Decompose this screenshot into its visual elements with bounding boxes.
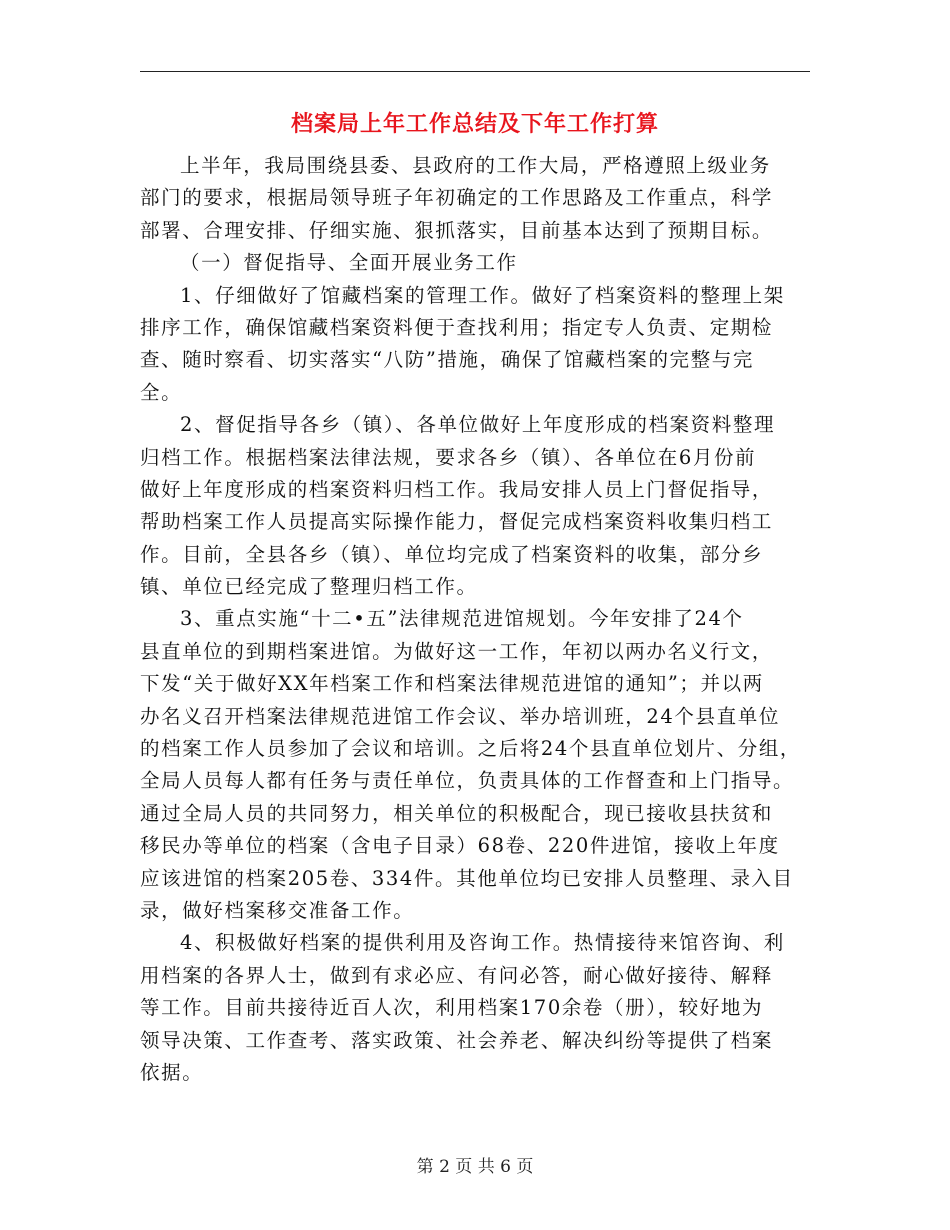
body-line: 排序工作，确保馆藏档案资料便于查找利用；指定专人负责、定期检 [140,315,774,339]
body-line: 镇、单位已经完成了整理归档工作。 [140,575,478,599]
body-line: 做好上年度形成的档案资料归档工作。我局安排人员上门督促指导， [140,477,774,501]
body-line: 部署、合理安排、仔细实施、狠抓落实，目前基本达到了预期目标。 [140,218,774,242]
body-line: 办名义召开档案法律规范进馆工作会议、举办培训班，24个县直单位 [140,704,780,728]
body-line: 应该进馆的档案205卷、334件。其他单位均已安排人员整理、录入目 [140,866,794,890]
body-line: 的档案工作人员参加了会议和培训。之后将24个县直单位划片、分组， [140,737,802,761]
body-line: 用档案的各界人士，做到有求必应、有问必答，耐心做好接待、解释 [140,963,774,987]
document-title: 档案局上年工作总结及下年工作打算 [290,112,659,137]
body-line: 领导决策、工作查考、落实政策、社会养老、解决纠纷等提供了档案 [140,1028,774,1052]
body-line: 县直单位的到期档案进馆。为做好这一工作，年初以两办名义行文， [140,639,774,663]
body-line: 作。目前，全县各乡（镇）、单位均完成了档案资料的收集，部分乡 [140,542,764,566]
body-line: 等工作。目前共接待近百人次，利用档案170余卷（册），较好地为 [140,996,764,1020]
body-line: 上半年，我局围绕县委、县政府的工作大局，严格遵照上级业务 [180,154,771,177]
body-line: 依据。 [140,1060,204,1084]
header-rule [140,71,810,72]
body-line: 全。 [140,380,183,404]
body-line: 下发“关于做好XX年档案工作和档案法律规范进馆的通知”；并以两 [140,672,764,696]
body-line: 录，做好档案移交准备工作。 [140,898,415,922]
body-line: 4、积极做好档案的提供利用及咨询工作。热情接待来馆咨询、利 [180,931,785,955]
body-line: 查、随时察看、切实落实“八防”措施，确保了馆藏档案的完整与完 [140,348,754,372]
document-body [140,150,810,1089]
body-line: 帮助档案工作人员提高实际操作能力，督促完成档案资料收集归档工 [140,510,774,534]
page-number: 第 2 页 共 6 页 [416,1157,534,1177]
body-line: 3、重点实施“十二•五”法律规范进馆规划。今年安排了24个 [180,607,744,631]
section-heading: （一）督促指导、全面开展业务工作 [180,251,518,275]
body-line: 全局人员每人都有任务与责任单位，负责具体的工作督查和上门指导。 [140,769,795,793]
body-line: 通过全局人员的共同努力，相关单位的积极配合，现已接收县扶贫和 [140,801,774,825]
body-line: 归档工作。根据档案法律法规，要求各乡（镇）、各单位在6月份前 [140,445,757,469]
body-line: 2、督促指导各乡（镇）、各单位做好上年度形成的档案资料整理 [180,413,776,437]
body-line: 移民办等单位的档案（含电子目录）68卷、220件进馆，接收上年度 [140,834,780,858]
body-line: 1、仔细做好了馆藏档案的管理工作。做好了档案资料的整理上架 [180,283,785,307]
body-line: 部门的要求，根据局领导班子年初确定的工作思路及工作重点，科学 [140,186,774,210]
